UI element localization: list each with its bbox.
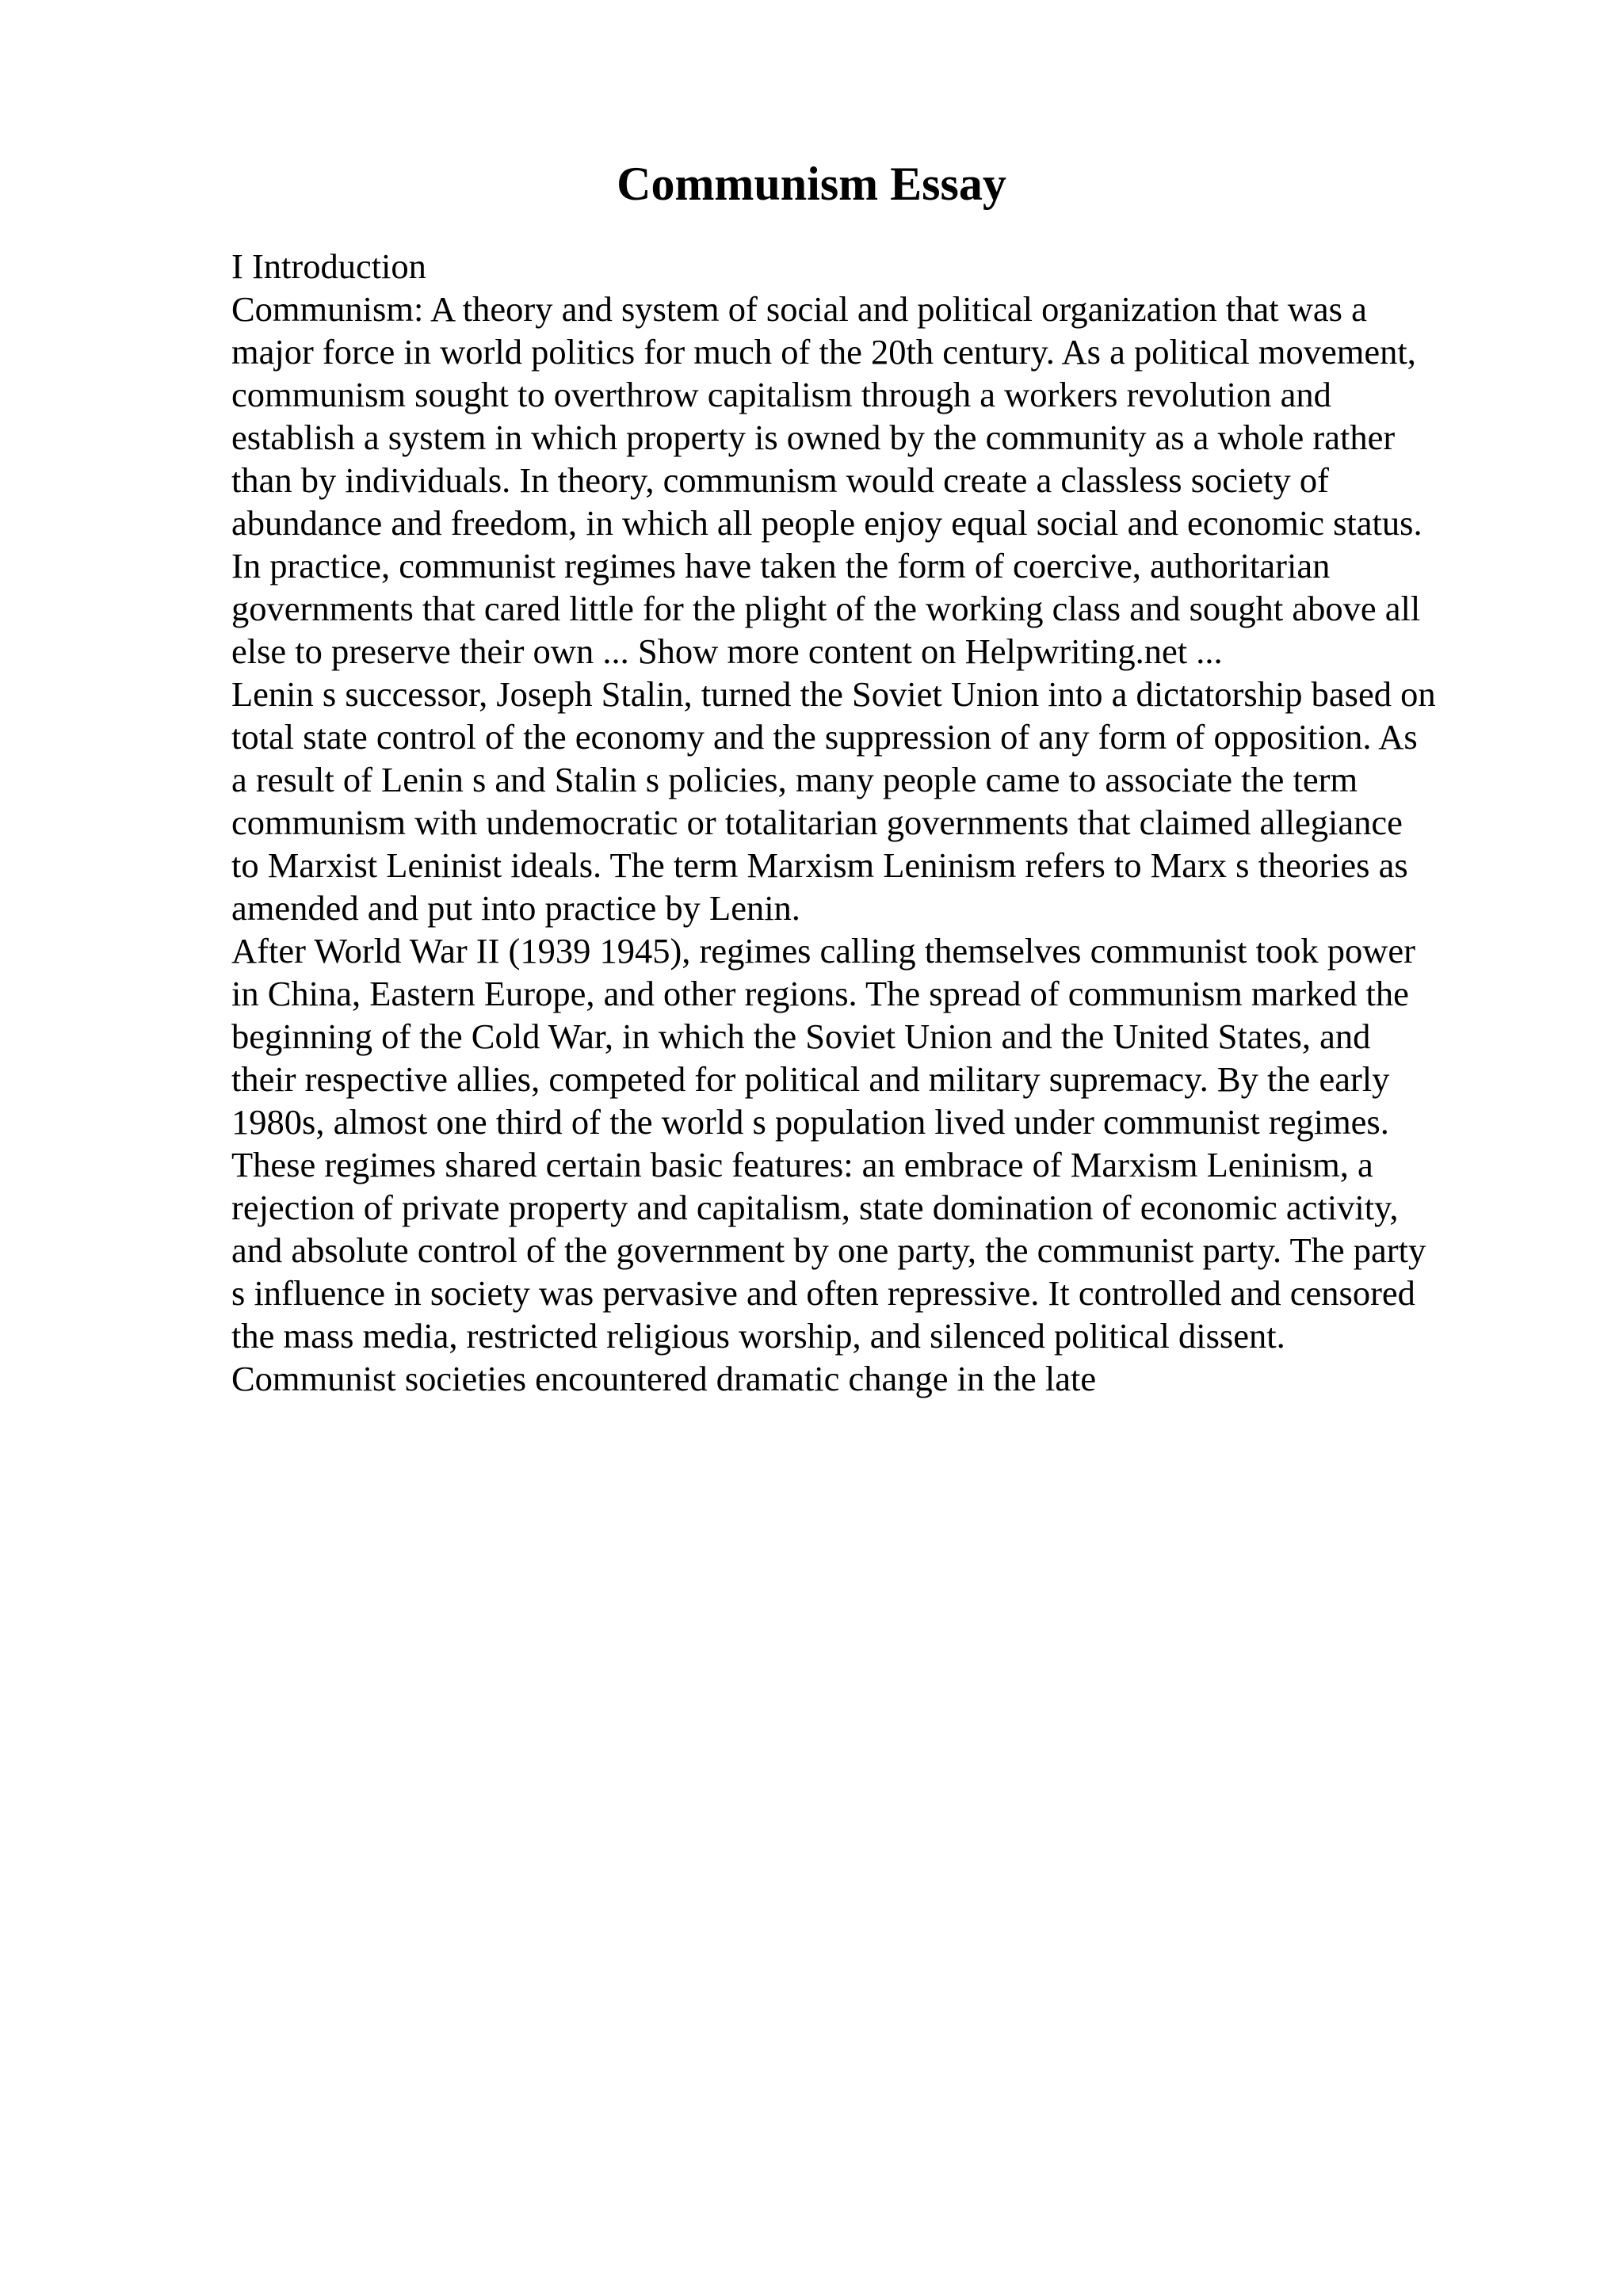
text-line: to Marxist Leninist ideals. The term Marxism Leninism refers to Marx s theories as — [231, 845, 1408, 885]
text-line: abundance and freedom, in which all people enjoy equal social and economic status. — [231, 503, 1423, 543]
text-line: 1980s, almost one third of the world s population lived under communist regimes. — [231, 1102, 1389, 1142]
text-line: and absolute control of the government by one party, the communist party. The party — [231, 1230, 1426, 1270]
text-line: Lenin s successor, Joseph Stalin, turned the Soviet Union into a dictatorship based on — [231, 674, 1436, 714]
text-line: beginning of the Cold War, in which the Soviet Union and the United States, and — [231, 1016, 1371, 1056]
text-line: the mass media, restricted religious worship, and silenced political dissent. — [231, 1316, 1285, 1356]
text-line: Communism: A theory and system of social and political organization that was a — [231, 289, 1367, 329]
text-line: communism with undemocratic or totalitarian governments that claimed allegiance — [231, 803, 1403, 842]
text-line: After World War II (1939 1945), regimes calling themselves communist took power — [231, 931, 1415, 971]
text-line: major force in world politics for much of the 20th century. As a political movement, — [231, 332, 1416, 372]
text-line: communism sought to overthrow capitalism through a workers revolution and — [231, 375, 1331, 414]
text-line: These regimes shared certain basic features: an embrace of Marxism Leninism, a — [231, 1145, 1373, 1184]
document-title: Communism Essay — [617, 158, 1006, 210]
text-line: I Introduction — [231, 246, 426, 286]
text-line: rejection of private property and capitalism, state domination of economic activity, — [231, 1188, 1399, 1227]
text-line: than by individuals. In theory, communism would create a classless society of — [231, 460, 1329, 500]
text-line: in China, Eastern Europe, and other regions. The spread of communism marked the — [231, 974, 1409, 1013]
text-line: total state control of the economy and the suppression of any form of opposition. As — [231, 717, 1418, 757]
text-line: governments that cared little for the plight of the working class and sought above all — [231, 589, 1421, 628]
text-line: In practice, communist regimes have taken the form of coercive, authoritarian — [231, 546, 1331, 585]
text-line: a result of Lenin s and Stalin s policies, many people came to associate the term — [231, 760, 1358, 799]
text-line: amended and put into practice by Lenin. — [231, 888, 800, 928]
text-line: establish a system in which property is owned by the community as a whole rather — [231, 418, 1396, 457]
text-line: their respective allies, competed for political and military supremacy. By the early — [231, 1059, 1390, 1099]
text-line: s influence in society was pervasive and often repressive. It controlled and censored — [231, 1273, 1415, 1313]
document-body — [231, 245, 1594, 1400]
text-line: else to preserve their own ... Show more content on Helpwriting.net ... — [231, 631, 1223, 671]
text-line: Communist societies encountered dramatic change in the late — [231, 1359, 1097, 1398]
